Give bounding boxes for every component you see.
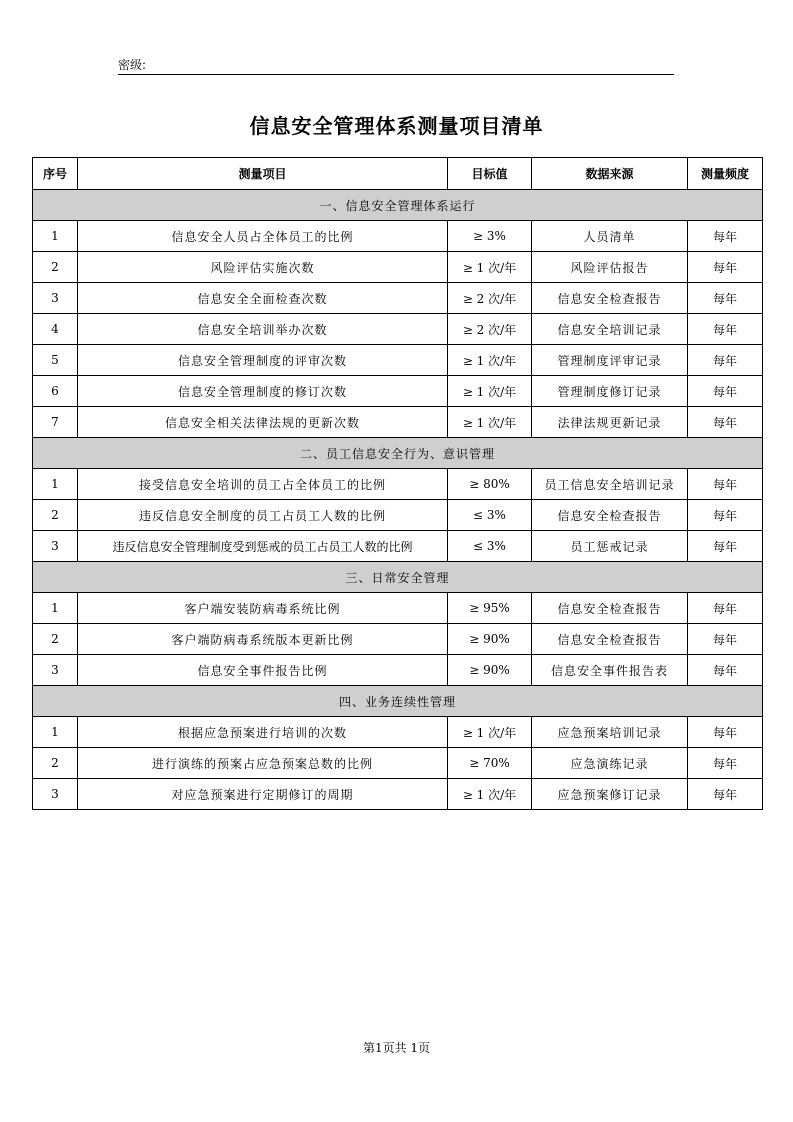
row-number-cell: 2 [33,748,78,779]
frequency-cell: 每年 [688,407,763,438]
table-row [33,221,763,252]
row-number-cell: 3 [33,779,78,810]
target-value-cell: ≤ 3% [448,531,532,562]
measure-item-cell: 进行演练的预案占应急预案总数的比例 [78,748,448,779]
data-source-cell: 应急演练记录 [532,748,688,779]
measure-item-cell: 信息安全相关法律法规的更新次数 [78,407,448,438]
column-header-target: 目标值 [448,158,532,190]
row-number-cell: 1 [33,221,78,252]
section-row [33,438,763,469]
column-header-source: 数据来源 [532,158,688,190]
table-row [33,407,763,438]
data-source-cell: 法律法规更新记录 [532,407,688,438]
measure-item-cell: 对应急预案进行定期修订的周期 [78,779,448,810]
measure-item-cell: 信息安全管理制度的评审次数 [78,345,448,376]
measure-item-cell: 风险评估实施次数 [78,252,448,283]
frequency-cell: 每年 [688,593,763,624]
row-number-cell: 3 [33,655,78,686]
target-value-cell: ≥ 2 次/年 [448,283,532,314]
table-row [33,376,763,407]
target-value-cell: ≥ 80% [448,469,532,500]
target-value-cell: ≥ 1 次/年 [448,779,532,810]
measure-item-cell: 违反信息安全管理制度受到惩戒的员工占员工人数的比例 [78,531,448,562]
table-row [33,314,763,345]
measure-item-cell: 信息安全事件报告比例 [78,655,448,686]
row-number-cell: 1 [33,593,78,624]
measure-item-cell: 违反信息安全制度的员工占员工人数的比例 [78,500,448,531]
table-row [33,252,763,283]
data-source-cell: 信息安全检查报告 [532,283,688,314]
row-number-cell: 3 [33,283,78,314]
column-header-item: 测量项目 [78,158,448,190]
row-number-cell: 3 [33,531,78,562]
frequency-cell: 每年 [688,376,763,407]
section-row [33,562,763,593]
section-title: 四、业务连续性管理 [33,686,763,717]
target-value-cell: ≥ 1 次/年 [448,345,532,376]
data-source-cell: 员工信息安全培训记录 [532,469,688,500]
target-value-cell: ≥ 2 次/年 [448,314,532,345]
table-row [33,655,763,686]
data-source-cell: 员工惩戒记录 [532,531,688,562]
measure-item-cell: 信息安全管理制度的修订次数 [78,376,448,407]
table-row [33,469,763,500]
measure-item-cell: 信息安全培训举办次数 [78,314,448,345]
measure-item-cell: 客户端防病毒系统版本更新比例 [78,624,448,655]
data-source-cell: 应急预案培训记录 [532,717,688,748]
measure-item-cell: 接受信息安全培训的员工占全体员工的比例 [78,469,448,500]
data-source-cell: 应急预案修订记录 [532,779,688,810]
target-value-cell: ≥ 1 次/年 [448,252,532,283]
table-body [33,190,763,810]
data-source-cell: 风险评估报告 [532,252,688,283]
section-title: 一、信息安全管理体系运行 [33,190,763,221]
data-source-cell: 信息安全培训记录 [532,314,688,345]
section-row [33,686,763,717]
table-row [33,624,763,655]
measure-item-cell: 信息安全人员占全体员工的比例 [78,221,448,252]
page-number: 第1页共 1页 [362,1041,431,1055]
data-source-cell: 人员清单 [532,221,688,252]
page-footer [0,1040,793,1056]
row-number-cell: 1 [33,469,78,500]
table-row [33,748,763,779]
table-row [33,779,763,810]
frequency-cell: 每年 [688,469,763,500]
frequency-cell: 每年 [688,221,763,252]
frequency-cell: 每年 [688,655,763,686]
column-header-no: 序号 [33,158,78,190]
row-number-cell: 2 [33,624,78,655]
frequency-cell: 每年 [688,531,763,562]
frequency-cell: 每年 [688,283,763,314]
measure-item-cell: 根据应急预案进行培训的次数 [78,717,448,748]
data-source-cell: 信息安全事件报告表 [532,655,688,686]
header-rule [118,57,674,75]
section-title: 二、员工信息安全行为、意识管理 [33,438,763,469]
row-number-cell: 6 [33,376,78,407]
table-row [33,500,763,531]
frequency-cell: 每年 [688,500,763,531]
data-source-cell: 信息安全检查报告 [532,593,688,624]
data-source-cell: 信息安全检查报告 [532,500,688,531]
measurement-table [32,157,763,810]
frequency-cell: 每年 [688,748,763,779]
target-value-cell: ≥ 1 次/年 [448,717,532,748]
row-number-cell: 5 [33,345,78,376]
document-title: 信息安全管理体系测量项目清单 [249,114,544,138]
row-number-cell: 7 [33,407,78,438]
target-value-cell: ≥ 90% [448,655,532,686]
section-title: 三、日常安全管理 [33,562,763,593]
frequency-cell: 每年 [688,717,763,748]
target-value-cell: ≥ 1 次/年 [448,407,532,438]
row-number-cell: 4 [33,314,78,345]
row-number-cell: 1 [33,717,78,748]
table-row [33,345,763,376]
frequency-cell: 每年 [688,624,763,655]
row-number-cell: 2 [33,500,78,531]
target-value-cell: ≥ 3% [448,221,532,252]
table-header-row [33,158,763,190]
data-source-cell: 管理制度修订记录 [532,376,688,407]
frequency-cell: 每年 [688,252,763,283]
data-source-cell: 信息安全检查报告 [532,624,688,655]
target-value-cell: ≥ 90% [448,624,532,655]
frequency-cell: 每年 [688,314,763,345]
table-row [33,717,763,748]
target-value-cell: ≥ 95% [448,593,532,624]
measure-item-cell: 客户端安装防病毒系统比例 [78,593,448,624]
measure-item-cell: 信息安全全面检查次数 [78,283,448,314]
secret-level-label: 密级: [118,58,147,72]
frequency-cell: 每年 [688,345,763,376]
table-row [33,593,763,624]
target-value-cell: ≤ 3% [448,500,532,531]
frequency-cell: 每年 [688,779,763,810]
row-number-cell: 2 [33,252,78,283]
section-row [33,190,763,221]
target-value-cell: ≥ 1 次/年 [448,376,532,407]
table-row [33,283,763,314]
data-source-cell: 管理制度评审记录 [532,345,688,376]
target-value-cell: ≥ 70% [448,748,532,779]
column-header-frequency: 测量频度 [688,158,763,190]
table-row [33,531,763,562]
